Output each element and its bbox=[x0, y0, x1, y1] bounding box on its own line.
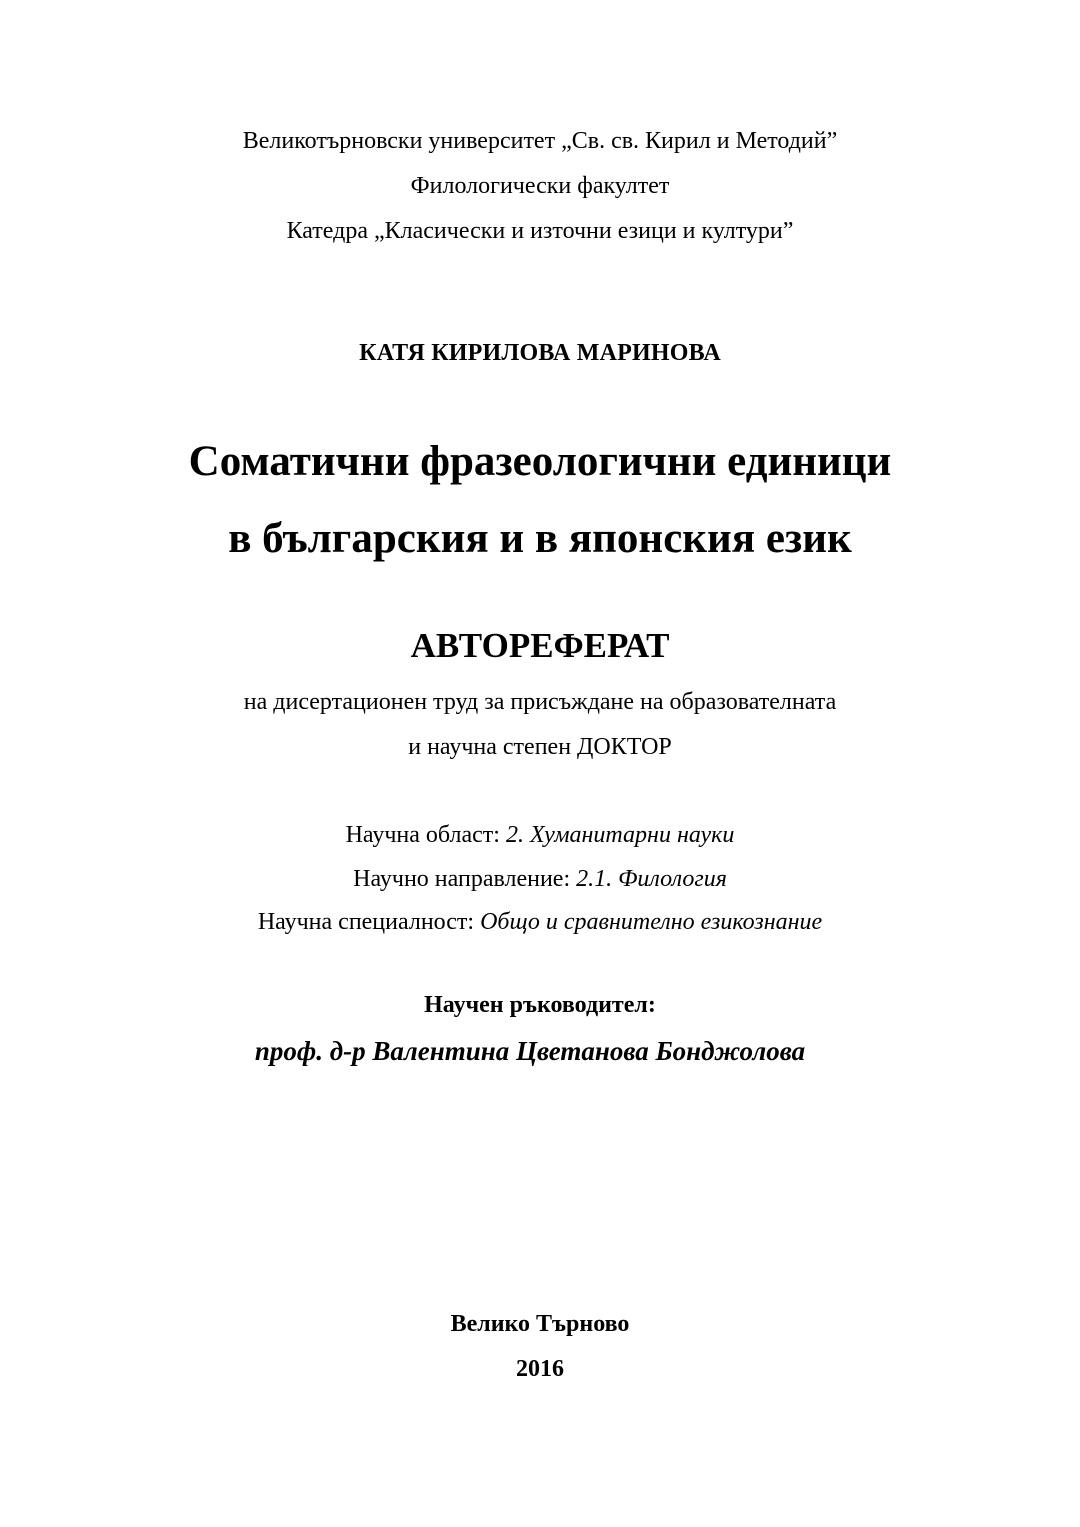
title-line-1: Соматични фразеологични единици bbox=[188, 438, 892, 485]
field-value: 2.1. Филология bbox=[576, 866, 727, 892]
title-line-2: в българския и в японския език bbox=[228, 515, 852, 562]
field-scientific-area bbox=[0, 822, 1080, 849]
field-label: Научна специалност: bbox=[257, 909, 481, 935]
field-label: Научна област: bbox=[345, 822, 506, 848]
author-name: КАТЯ КИРИЛОВА МАРИНОВА bbox=[359, 340, 721, 366]
purpose-line-2: и научна степен ДОКТОР bbox=[408, 734, 672, 760]
faculty-name: Филологически факултет bbox=[410, 173, 670, 199]
supervisor-label: Научен ръководител: bbox=[424, 992, 656, 1018]
field-label: Научно направление: bbox=[353, 866, 577, 892]
document-type: АВТОРЕФЕРАТ bbox=[410, 626, 670, 665]
field-scientific-direction bbox=[0, 866, 1080, 893]
city: Велико Търново bbox=[450, 1311, 630, 1337]
field-scientific-specialty bbox=[0, 909, 1080, 936]
department-name: Катедра „Класически и източни езици и култури” bbox=[286, 218, 794, 244]
supervisor-name: проф. д-р Валентина Цветанова Бонджолова bbox=[254, 1036, 806, 1066]
field-value: Общо и сравнително езикознание bbox=[480, 909, 823, 935]
purpose-line-1: на дисертационен труд за присъждане на образователната bbox=[243, 689, 837, 715]
year: 2016 bbox=[516, 1356, 564, 1382]
field-value: 2. Хуманитарни науки bbox=[505, 822, 735, 848]
university-name: Великотърновски университет „Св. св. Кирил и Методий” bbox=[242, 128, 838, 154]
